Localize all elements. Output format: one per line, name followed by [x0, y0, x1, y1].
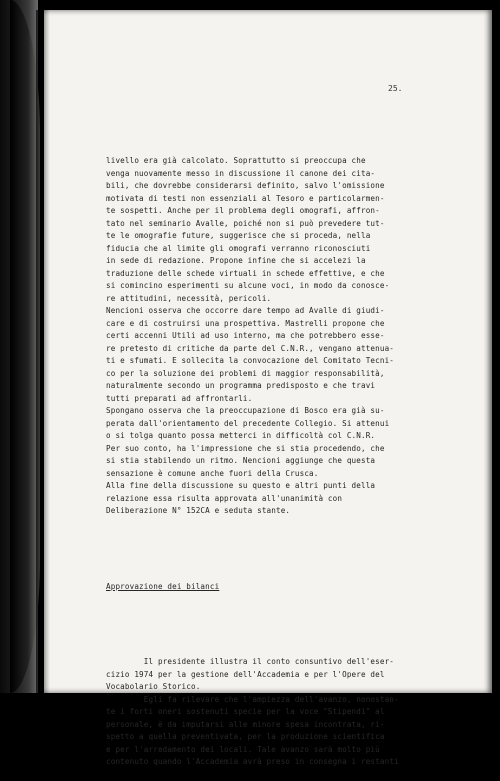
gutter-shadow	[36, 10, 50, 693]
text-line: relazione essa risulta approvata all'unanimità con	[106, 493, 343, 503]
text-line: traduzione delle schede virtuali in schede effettive, e che	[106, 268, 385, 278]
body-text	[106, 130, 498, 781]
text-line: bili, che dovrebbe considerarsi definito, salvo l'omissione	[106, 181, 385, 190]
page-number: 25.	[388, 84, 403, 93]
text-line: te le omografie future, suggerisce che si proceda, nella	[106, 231, 371, 240]
text-line: perata dall'orientamento del precedente Collegio. Si attenui	[106, 418, 390, 428]
text-line: sensazione è comune anche fuori della Crusca.	[106, 468, 319, 478]
text-line: Egli fa rilevare che l'ampiezza dell'avanzo, nonostan-	[106, 694, 399, 704]
text-line: fiducia che al limite gli omografi verranno riconosciuti	[106, 243, 371, 253]
text-line: te i forti oneri sostenuti specie per la voce "Stipendi" al	[106, 707, 385, 716]
text-line: cizio 1974 per la gestione dell'Accademia e per l'Opere del	[106, 669, 385, 679]
text-line: si comincino esperimenti su alcune voci, in modo da conosce-	[106, 281, 390, 290]
blank-line	[106, 619, 498, 632]
text-line: co per la soluzione dei problemi di maggior responsabilità,	[106, 368, 385, 378]
text-line: personale, è da imputarsi alle minore spesa incontrata, ri-	[106, 719, 385, 729]
text-line: e per l'arredamento dei locali. Tale avanzo sarà molto più	[106, 744, 380, 754]
text-line: tato nel seminario Avalle, poiché non si può prevedere tut-	[106, 218, 385, 228]
section-heading: Approvazione dei bilanci	[106, 582, 220, 591]
text-line: motivata di testi non essenziali al Tesoro e particolarmen-	[106, 193, 385, 203]
text-line: tutti preparati ad affrontarli.	[106, 393, 253, 403]
text-line: certi accenni Utili ad uso interno, ma che potrebbero esse-	[106, 331, 385, 340]
text-line: naturalmente secondo un programma predisposto e che travi	[106, 381, 376, 390]
text-line: Spongano osserva che la preoccupazione di Bosco era già su-	[106, 406, 385, 415]
text-line: Deliberazione N° 152CA e seduta stante.	[106, 506, 291, 515]
text-line: livello era già calcolato. Soprattutto si preoccupa che	[106, 156, 366, 165]
text-line: si stia stabilendo un ritmo. Nencioni aggiunge che questa	[106, 456, 376, 465]
text-line: Nencioni osserva che occorre dare tempo ad Avalle di giudi-	[106, 306, 385, 315]
text-line: Il presidente illustra il conto consuntivo dell'eser-	[106, 657, 395, 666]
text-line: Vocabolario Storico.	[106, 682, 201, 691]
text-line: te sospetti. Anche per il problema degli omografi, affron-	[106, 206, 380, 215]
text-line: ti e sfumati. E sollecita la convocazione del Comitato Tecni-	[106, 356, 395, 365]
text-line: contenuto quando l'Accademia avrà preso in consegna i restanti	[106, 757, 399, 766]
text-line: in sede di redazione. Propone infine che si accelezi la	[106, 256, 366, 265]
text-line: Alla fine della discussione su questo e altri punti della	[106, 481, 376, 490]
blank-line	[106, 543, 498, 557]
text-line: care e di costruirsi una prospettiva. Mastrelli propone che	[106, 318, 385, 328]
text-line: spetto a quella preventivata, per la produzione scientifica	[106, 732, 385, 741]
text-line: o si tolga quanto possa metterci in difficoltà col C.N.R.	[106, 431, 376, 440]
text-line: venga nuovamente messo in discussione il canone dei cita-	[106, 168, 376, 178]
paragraph-budget	[106, 656, 498, 769]
paragraph-discussion	[106, 155, 498, 518]
text-line: Per suo conto, ha l'impressione che si stia procedendo, che	[106, 443, 385, 453]
text-line: re pretesto di critiche da parte del C.N.R., vengano attenua-	[106, 343, 395, 353]
text-line: re attitudini, necessità, pericoli.	[106, 293, 272, 303]
